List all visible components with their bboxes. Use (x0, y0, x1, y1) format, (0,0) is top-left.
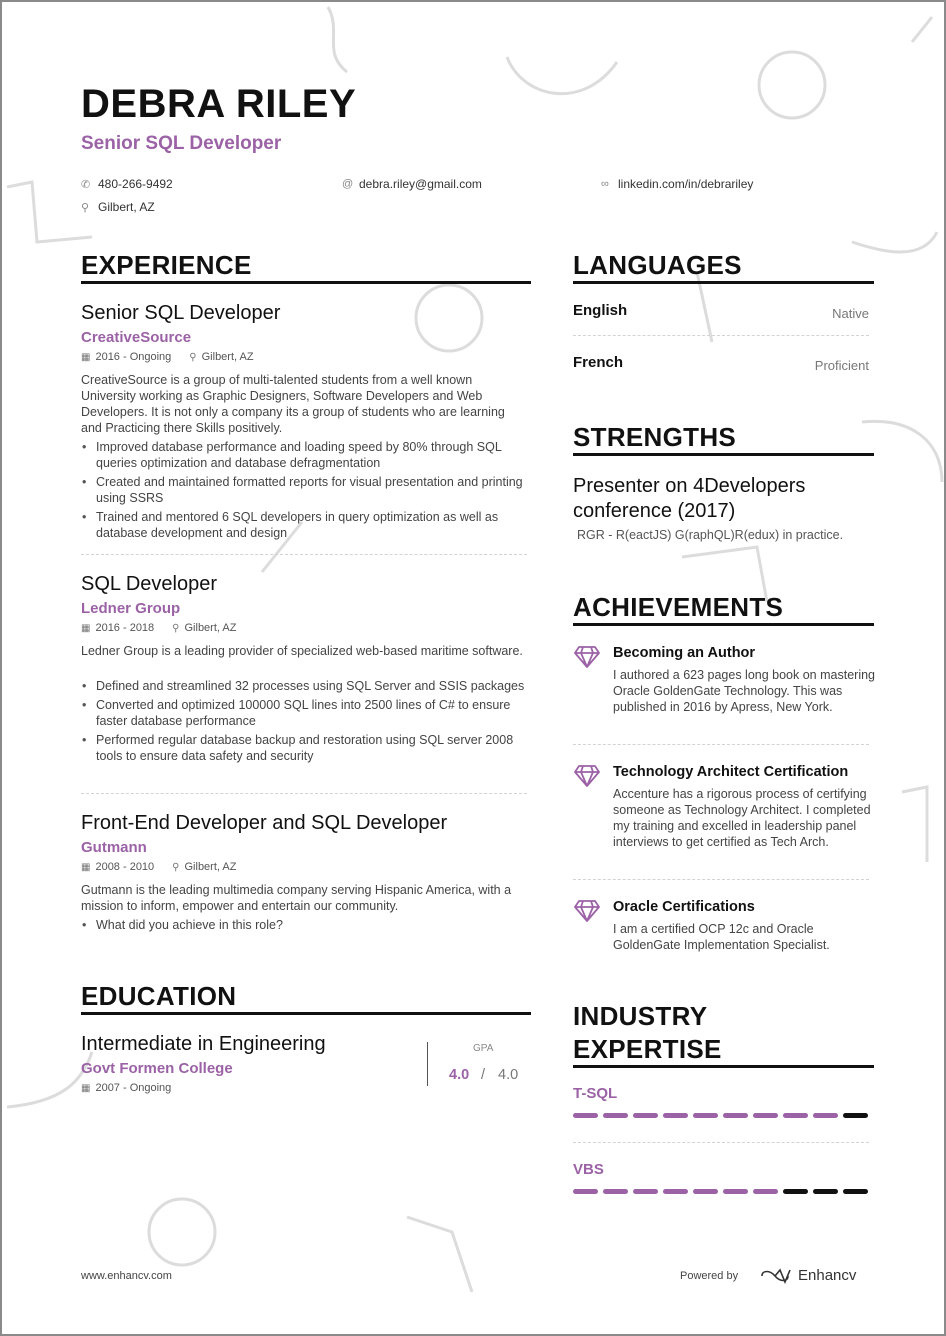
education-heading: EDUCATION (81, 981, 237, 1011)
skill-segment (693, 1113, 718, 1118)
skill-segment (603, 1113, 628, 1118)
strength-description: RGR - R(eactJS) G(raphQL)R(edux) in practice. (577, 528, 844, 542)
achievements-heading: ACHIEVEMENTS (573, 592, 784, 622)
email-address[interactable]: debra.riley@gmail.com (359, 177, 482, 191)
job-description: Ledner Group is a leading provider of specialized web-based maritime software. (81, 644, 523, 658)
job-company: Gutmann (81, 839, 147, 856)
skill-segment (573, 1113, 598, 1118)
divider (573, 1142, 869, 1143)
job-bullet: • Trained and mentored 6 SQL developers in query optimization as well as database development and design (81, 509, 526, 541)
gpa-divider (427, 1042, 428, 1086)
experience-rule (81, 281, 531, 284)
brand-logo[interactable] (760, 1267, 856, 1284)
job-dates: 2016 - Ongoing (95, 351, 172, 363)
achievement-description: I authored a 623 pages long book on mastering Oracle GoldenGate Technology. This was published in 2016 by Apress, New York. (613, 668, 875, 714)
achievement-title: Technology Architect Certification (613, 764, 849, 780)
job-title: Front-End Developer and SQL Developer (81, 812, 448, 834)
enhancv-logo-icon (760, 1268, 792, 1284)
divider (573, 879, 869, 880)
skill-bar (573, 1113, 868, 1118)
divider (573, 744, 869, 745)
calendar-icon: ▦ (81, 861, 91, 873)
diamond-icon (574, 764, 600, 788)
job-description: CreativeSource is a group of multi-talented students from a well known University working as Graphic Designers, Software Developers and Web Developers. It is not only a company its a group of students who are learning and Practicing there Skills positively. (81, 373, 505, 435)
gpa-max: 4.0 (498, 1067, 519, 1083)
calendar-icon: ▦ (81, 1082, 91, 1094)
candidate-title: Senior SQL Developer (81, 133, 282, 154)
divider (81, 554, 527, 555)
languages-heading: LANGUAGES (573, 250, 742, 280)
skill-segment (843, 1189, 868, 1194)
job-bullet: • Improved database performance and loading speed by 80% through SQL queries optimization and database defragmentation (81, 439, 526, 471)
education-dates: 2007 - Ongoing (95, 1082, 172, 1094)
candidate-name: DEBRA RILEY (81, 82, 357, 126)
school-name: Govt Formen College (81, 1060, 233, 1077)
language-name: French (573, 354, 624, 371)
job-bullet: • What did you achieve in this role? (81, 917, 526, 933)
skill-segment (723, 1189, 748, 1194)
skill-segment (753, 1189, 778, 1194)
languages-rule (573, 281, 874, 284)
phone-number: 480-266-9492 (98, 177, 173, 191)
strength-title: Presenter on 4Developers conference (2017) (573, 475, 806, 522)
achievements-rule (573, 623, 874, 626)
skill-bar (573, 1189, 868, 1194)
job-bullets (81, 917, 526, 936)
divider (573, 335, 869, 336)
phone-icon: ✆ (81, 178, 91, 191)
job-bullet: • Performed regular database backup and restoration using SQL server 2008 tools to ensure data safety and security (81, 732, 526, 764)
skill-segment (813, 1189, 838, 1194)
strengths-rule (573, 453, 874, 456)
job-description: Gutmann is the leading multimedia company serving Hispanic America, with a mission to inform, empower and entertain our community. (81, 883, 512, 913)
skill-segment (753, 1113, 778, 1118)
map-pin-icon: ⚲ (189, 351, 197, 363)
job-location: Gilbert, AZ (184, 861, 237, 873)
skill-segment (693, 1189, 718, 1194)
skill-segment (783, 1113, 808, 1118)
education-meta (81, 1082, 171, 1094)
job-location: Gilbert, AZ (201, 351, 254, 363)
skill-segment (663, 1113, 688, 1118)
language-level: Proficient (814, 358, 869, 373)
education-rule (81, 1012, 531, 1015)
brand-name[interactable]: Enhancv (798, 1267, 857, 1284)
expertise-heading-line2: EXPERTISE (573, 1034, 722, 1064)
map-pin-icon: ⚲ (172, 861, 180, 873)
expertise-heading-line1: INDUSTRY (573, 1001, 708, 1031)
linkedin-url[interactable]: linkedin.com/in/debrariley (618, 177, 754, 191)
skill-segment (813, 1113, 838, 1118)
job-location: Gilbert, AZ (184, 622, 237, 634)
divider (81, 793, 527, 794)
contact-email[interactable] (342, 177, 482, 191)
footer-powered-by: Powered by (680, 1270, 739, 1282)
contact-linkedin[interactable] (601, 177, 753, 191)
job-company: Ledner Group (81, 600, 181, 617)
job-bullet: • Converted and optimized 100000 SQL lines into 2500 lines of C# to ensure faster database performance (81, 697, 526, 729)
at-icon: @ (342, 178, 354, 190)
job-bullet: • Created and maintained formatted reports for visual presentation and printing using SSRS (81, 474, 526, 506)
gpa-separator: / (481, 1067, 486, 1083)
job-meta (81, 861, 236, 873)
experience-heading: EXPERIENCE (81, 250, 252, 280)
diamond-icon (574, 899, 600, 923)
skill-segment (783, 1189, 808, 1194)
skill-segment (603, 1189, 628, 1194)
job-bullets (81, 439, 526, 544)
job-bullets (81, 678, 526, 767)
link-icon: ∞ (601, 178, 609, 190)
expertise-rule (573, 1065, 874, 1068)
contact-location (81, 200, 155, 214)
strengths-heading: STRENGTHS (573, 422, 737, 452)
gpa-label: GPA (473, 1043, 494, 1054)
location-text: Gilbert, AZ (98, 200, 155, 214)
job-meta (81, 351, 254, 363)
achievement-description: I am a certified OCP 12c and Oracle GoldenGate Implementation Specialist. (613, 922, 830, 952)
map-pin-icon: ⚲ (81, 201, 90, 214)
job-bullet: • Defined and streamlined 32 processes using SQL Server and SSIS packages (81, 678, 526, 694)
calendar-icon: ▦ (81, 351, 91, 363)
skill-segment (633, 1189, 658, 1194)
language-name: English (573, 302, 628, 319)
job-title: SQL Developer (81, 573, 217, 595)
language-level: Native (832, 306, 869, 321)
map-pin-icon: ⚲ (172, 622, 180, 634)
skill-segment (633, 1113, 658, 1118)
skill-name: VBS (573, 1161, 604, 1178)
skill-segment (663, 1189, 688, 1194)
skill-segment (843, 1113, 868, 1118)
degree-title: Intermediate in Engineering (81, 1033, 326, 1055)
achievement-title: Becoming an Author (613, 645, 756, 661)
job-dates: 2016 - 2018 (95, 622, 155, 634)
job-company: CreativeSource (81, 329, 192, 346)
achievement-title: Oracle Certifications (613, 899, 755, 915)
skill-segment (723, 1113, 748, 1118)
job-meta (81, 622, 236, 634)
job-title: Senior SQL Developer (81, 302, 281, 324)
contact-phone (81, 177, 173, 191)
diamond-icon (574, 645, 600, 669)
calendar-icon: ▦ (81, 622, 91, 634)
job-dates: 2008 - 2010 (95, 861, 155, 873)
gpa-value: 4.0 (449, 1067, 470, 1083)
skill-name: T-SQL (573, 1085, 618, 1102)
footer-site[interactable]: www.enhancv.com (81, 1270, 172, 1282)
skill-segment (573, 1189, 598, 1194)
achievement-description: Accenture has a rigorous process of certifying someone as Technology Architect. I completed my training and excelled in leadership panel interviews to get certified as Tech Arch. (613, 787, 871, 849)
